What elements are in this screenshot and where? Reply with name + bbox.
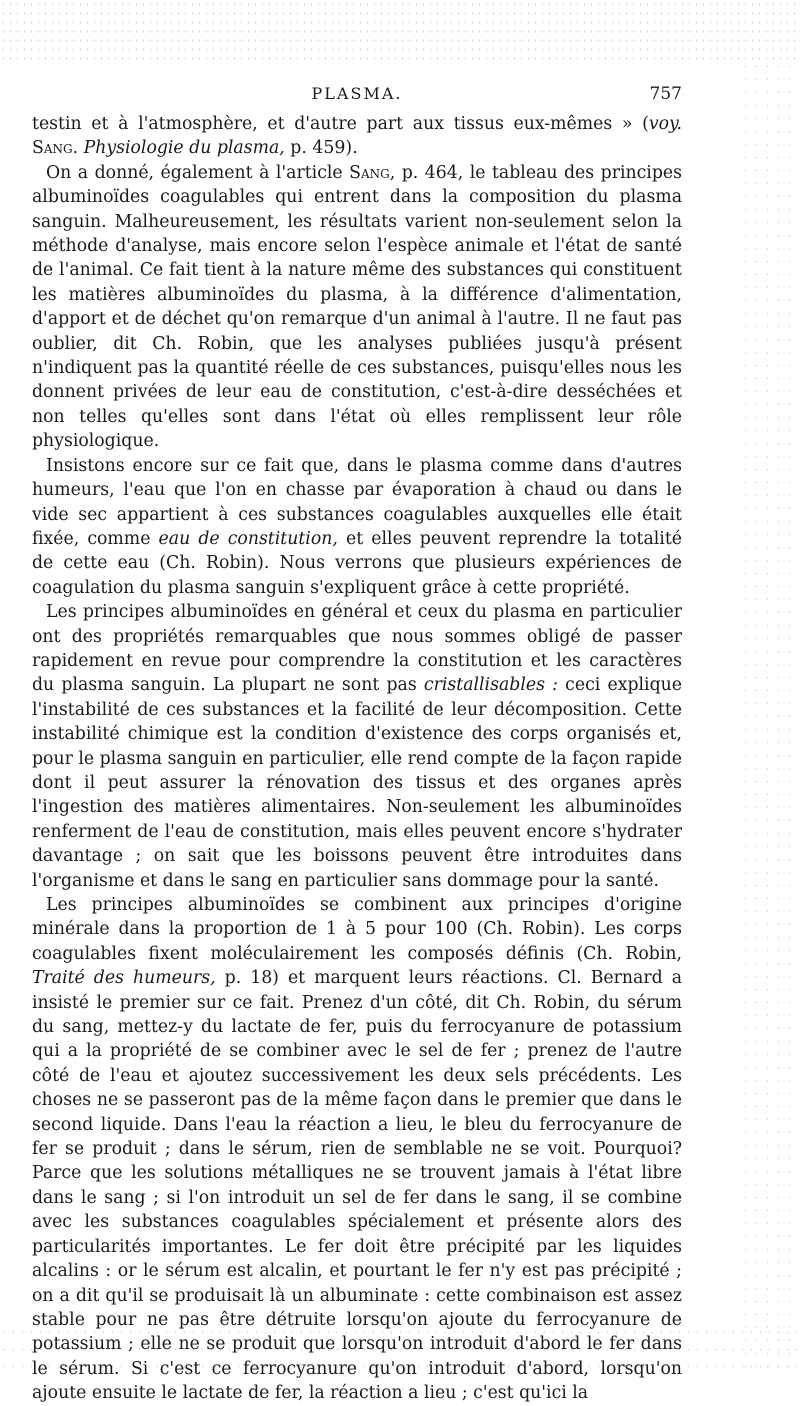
scan-noise-top bbox=[0, 0, 800, 60]
paragraph-2: On a donné, également à l'article Sang, p. 464, le tableau des principes albuminoïdes coagulables qui entrent dans la composition du plasma sanguin. Malheureusement, les résultats varient non-seulement selon la méthode d'analyse, mais encore selon l'espèce animale et l'état de santé de l'animal. Ce fait tient à la nature même des substances qui constituent les matières albuminoïdes du plasma, à la différence d'alimentation, d'apport et de déchet qu'on remarque d'un animal à l'autre. Il ne faut pas oublier, dit Ch. Robin, que les analyses publiées jusqu'à présent n'indiquent pas la quantité réelle de ces substances, puisqu'elles nous les donnent privées de leur eau de constitution, c'est-à-dire desséchées et non telles qu'elles sont dans l'état où elles remplissent leur rôle physiologique. bbox=[32, 162, 682, 452]
book-page bbox=[32, 80, 682, 1406]
running-title: PLASMA. bbox=[311, 84, 403, 103]
paragraph-3: Insistons encore sur ce fait que, dans le plasma comme dans d'autres humeurs, l'eau que l'on en chasse par évaporation à chaud ou dans le vide sec appartient à ces substances coagulables auxquelles elle était fixée, comme eau de constitution, et elles peuvent reprendre la totalité de cette eau (Ch. Robin). Nous verrons que plusieurs expériences de coagulation du plasma sanguin s'expliquent grâce à cette propriété. bbox=[32, 455, 682, 598]
scan-noise-right-margin bbox=[740, 60, 800, 1374]
page-number: 757 bbox=[649, 84, 682, 104]
paragraph-4: Les principes albuminoïdes en général et ceux du plasma en particulier ont des propriétés remarquables que nous sommes obligé de passer rapidement en revue pour comprendre la constitution et les caractères du plasma sanguin. La plupart ne sont pas cristallisables : ceci explique l'instabilité de ces substances et la facilité de leur décomposition. Cette instabilité chimique est la condition d'existence des corps organisés et, pour le plasma sanguin en particulier, elle rend compte de la façon rapide dont il peut assurer la rénovation des tissus et des organes après l'ingestion des matières alimentaires. Non-seulement les albuminoïdes renferment de l'eau de constitution, mais elles peuvent encore s'hydrater davantage ; on sait que les boissons peuvent être introduites dans l'organisme et dans le sang en particulier sans dommage pour la santé. bbox=[32, 602, 682, 891]
page-header bbox=[32, 80, 682, 108]
paragraph-5: Les principes albuminoïdes se combinent aux principes d'origine minérale dans la proportion de 1 à 5 pour 100 (Ch. Robin). Les corps coagulables fixent moléculairement les composés définis (Ch. Robin, Traité des humeurs, p. 18) et marquent leurs réactions. Cl. Bernard a insisté le premier sur ce fait. Prenez d'un côté, dit Ch. Robin, du sérum du sang, mettez-y du lactate de fer, puis du ferrocyanure de potassium qui a la propriété de se combiner avec le sel de fer ; prenez de l'autre côté de l'eau et ajoutez successivement les deux sels précédents. Les choses ne se passeront pas de la même façon dans le premier que dans le second liquide. Dans l'eau la réaction a lieu, le bleu du ferrocyanure de fer se produit ; dans le sérum, rien de semblable ne se voit. Pourquoi? Parce que les solutions métalliques ne se trouvent jamais à l'état libre dans le sang ; si l'on introduit un sel de fer dans le sang, il se combine avec les substances coagulables spécialement et présente alors des particularités importantes. Le fer doit être précipité par les liquides alcalins : or le sérum est alcalin, et pourtant le fer n'y est pas précipité ; on a dit qu'il se produisait là un albuminate : cette combinaison est assez stable pour ne pas être détruite lorsqu'on ajoute du ferrocyanure de potassium ; elle ne se produit que lorsqu'on introduit d'abord le fer dans le sérum. Si c'est ce ferrocyanure qu'on introduit d'abord, lorsqu'on ajoute ensuite le lactate de fer, la réaction a lieu ; c'est qu'ici la bbox=[32, 895, 682, 1404]
paragraph-1: testin et à l'atmosphère, et d'autre part aux tissus eux-mêmes » (voy. Sang. Physiologie du plasma, p. 459). bbox=[32, 114, 682, 159]
